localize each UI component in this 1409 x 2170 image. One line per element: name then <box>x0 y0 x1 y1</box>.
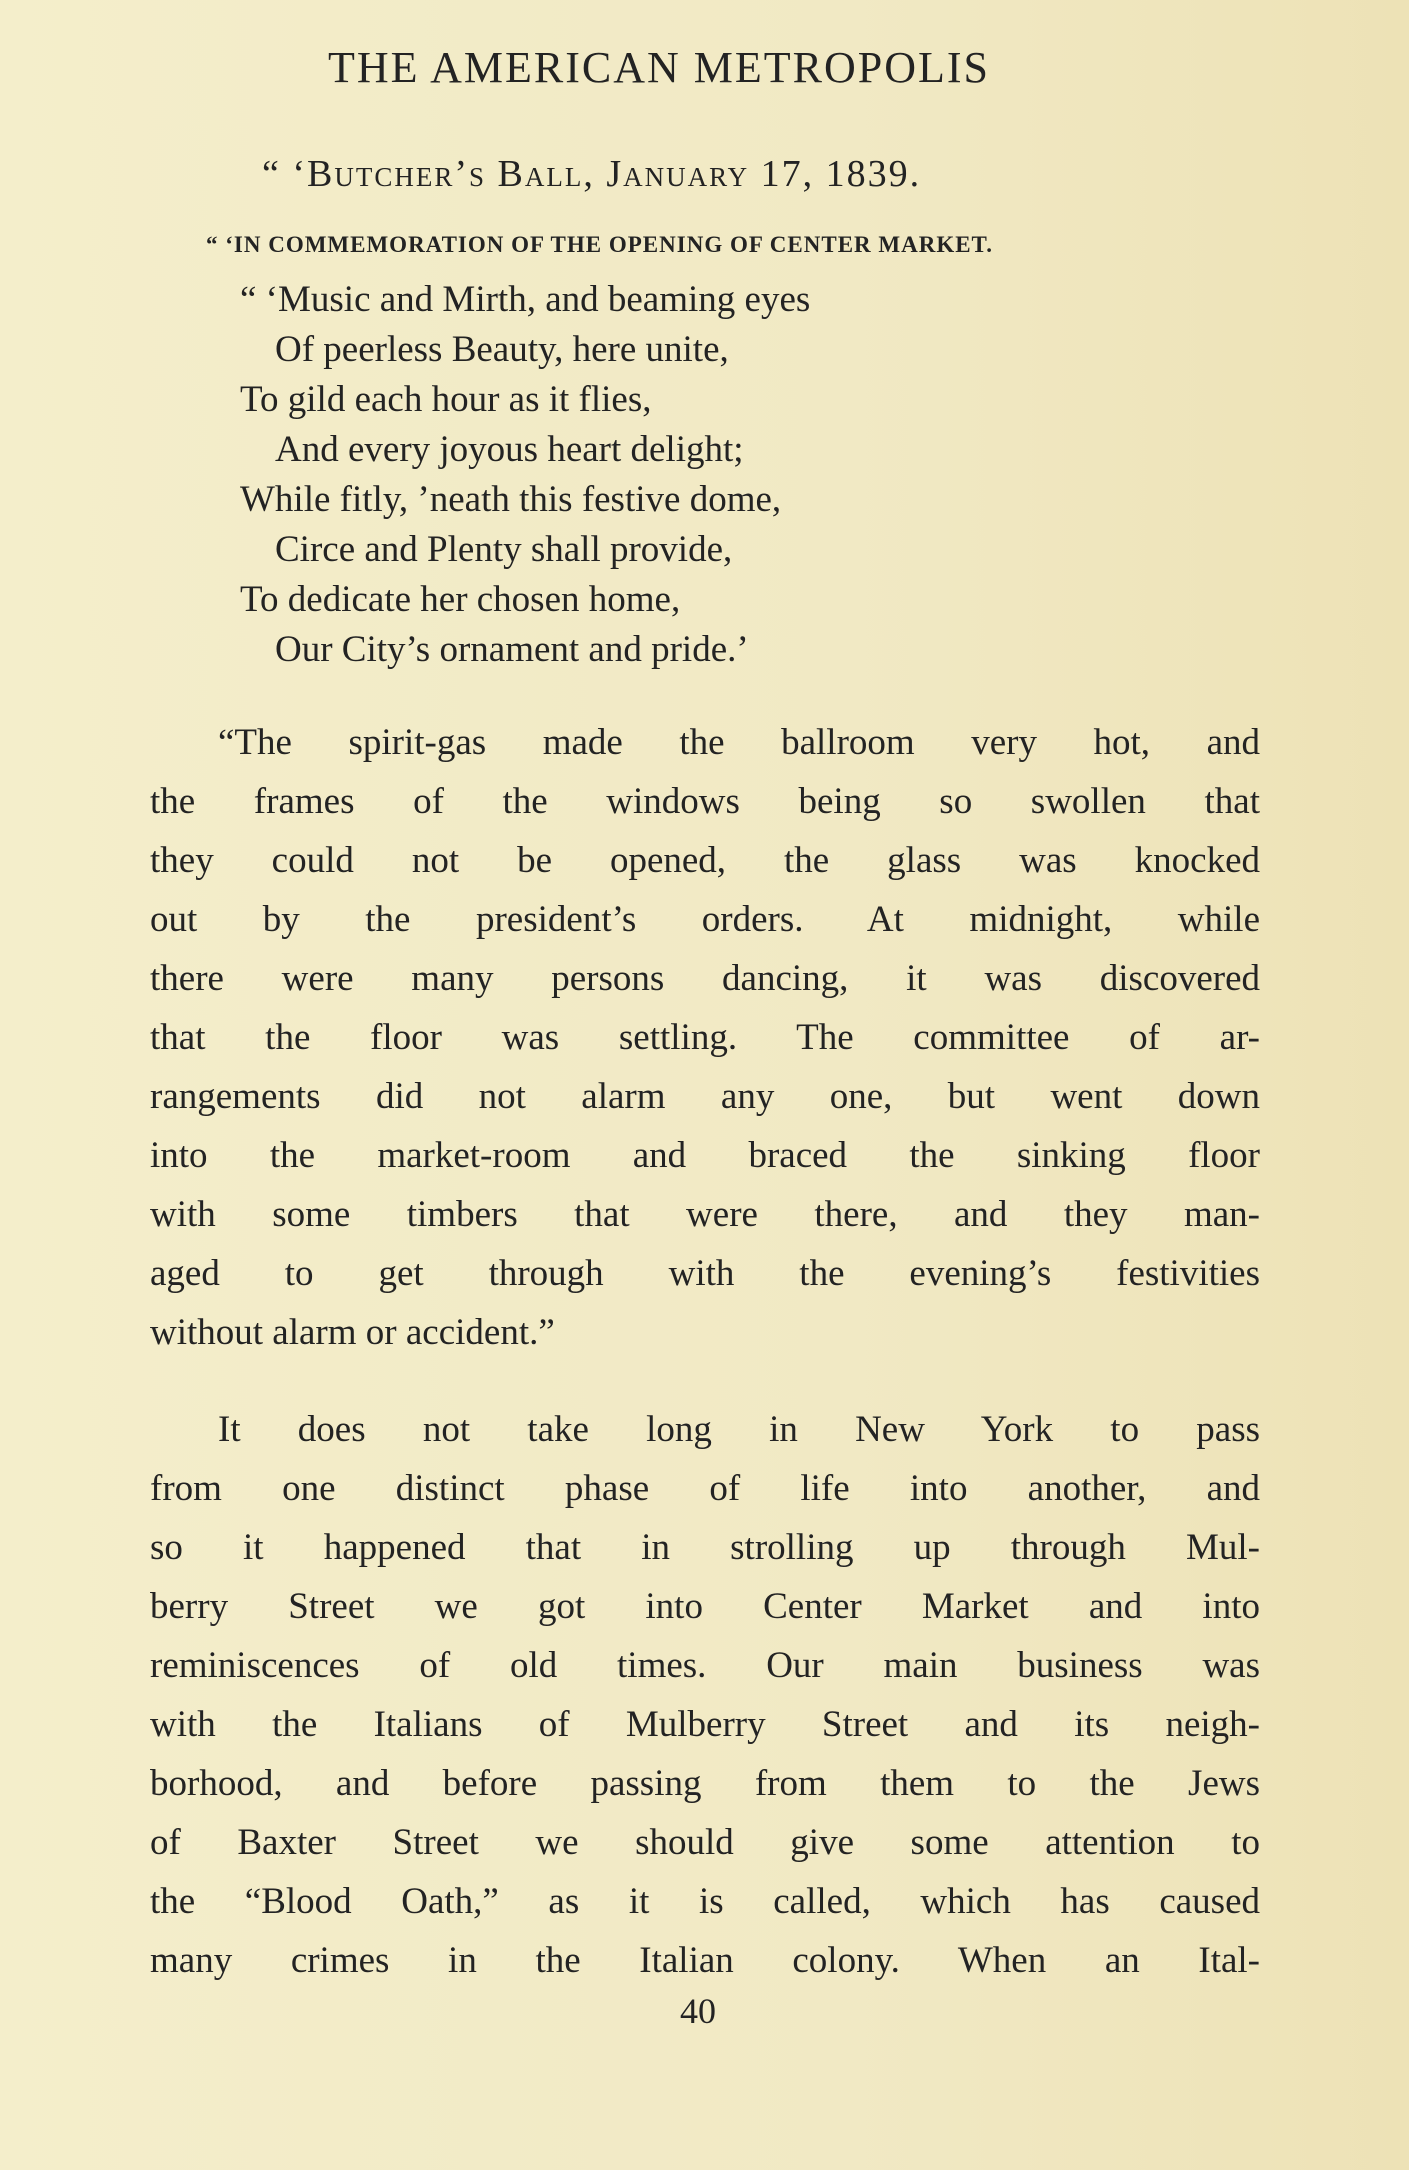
poem-line: And every joyous heart delight; <box>275 429 744 470</box>
poem-line: While fitly, ’neath this festive dome, <box>240 479 782 520</box>
text-line: so it happened that in strolling up through Mul- <box>150 1527 1260 1568</box>
text-line: without alarm or accident.” <box>150 1312 555 1353</box>
ball-title-text: “ ‘Butcher’s Ball, January 17, 1839. <box>262 153 922 195</box>
running-head: THE AMERICAN METROPOLIS <box>328 43 991 92</box>
text-line: the frames of the windows being so swollen that <box>150 781 1260 822</box>
poem-line: Circe and Plenty shall provide, <box>275 529 733 570</box>
text-line: borhood, and before passing from them to the Jews <box>150 1763 1260 1804</box>
poem-line: Our City’s ornament and pride.’ <box>275 629 749 670</box>
page-number: 40 <box>680 1991 716 2031</box>
poem-line: “ ‘Music and Mirth, and beaming eyes <box>240 279 811 320</box>
poem-line: To gild each hour as it flies, <box>240 379 652 420</box>
text-line: the “Blood Oath,” as it is called, which has caused <box>150 1881 1260 1922</box>
ball-subtitle <box>206 232 993 258</box>
text-line: out by the president’s orders. At midnight, while <box>150 899 1260 940</box>
text-line: berry Street we got into Center Market and into <box>150 1586 1260 1627</box>
text-line: there were many persons dancing, it was discovered <box>150 958 1260 999</box>
ball-title <box>262 152 921 196</box>
text-line: from one distinct phase of life into another, and <box>150 1468 1260 1509</box>
text-line: It does not take long in New York to pass <box>218 1409 1260 1450</box>
text-line: they could not be opened, the glass was knocked <box>150 840 1260 881</box>
book-page <box>150 0 1260 2170</box>
text-line: “The spirit-gas made the ballroom very hot, and <box>218 722 1260 763</box>
text-line: aged to get through with the evening’s festivities <box>150 1253 1260 1294</box>
paragraph-1 <box>150 713 1260 1362</box>
text-line: rangements did not alarm any one, but went down <box>150 1076 1260 1117</box>
ball-subtitle-text: “ ‘IN COMMEMORATION OF THE OPENING OF CENTER MARKET. <box>206 232 993 257</box>
text-line: of Baxter Street we should give some attention to <box>150 1822 1260 1863</box>
paragraph-2 <box>150 1400 1260 1990</box>
text-line: that the floor was settling. The committee of ar- <box>150 1017 1260 1058</box>
text-line: with the Italians of Mulberry Street and its neigh- <box>150 1704 1260 1745</box>
text-line: with some timbers that were there, and they man- <box>150 1194 1260 1235</box>
poem-line: To dedicate her chosen home, <box>240 579 681 620</box>
poem-line: Of peerless Beauty, here unite, <box>275 329 729 370</box>
text-line: reminiscences of old times. Our main business was <box>150 1645 1260 1686</box>
text-line: many crimes in the Italian colony. When an Ital- <box>150 1940 1260 1981</box>
text-line: into the market-room and braced the sinking floor <box>150 1135 1260 1176</box>
